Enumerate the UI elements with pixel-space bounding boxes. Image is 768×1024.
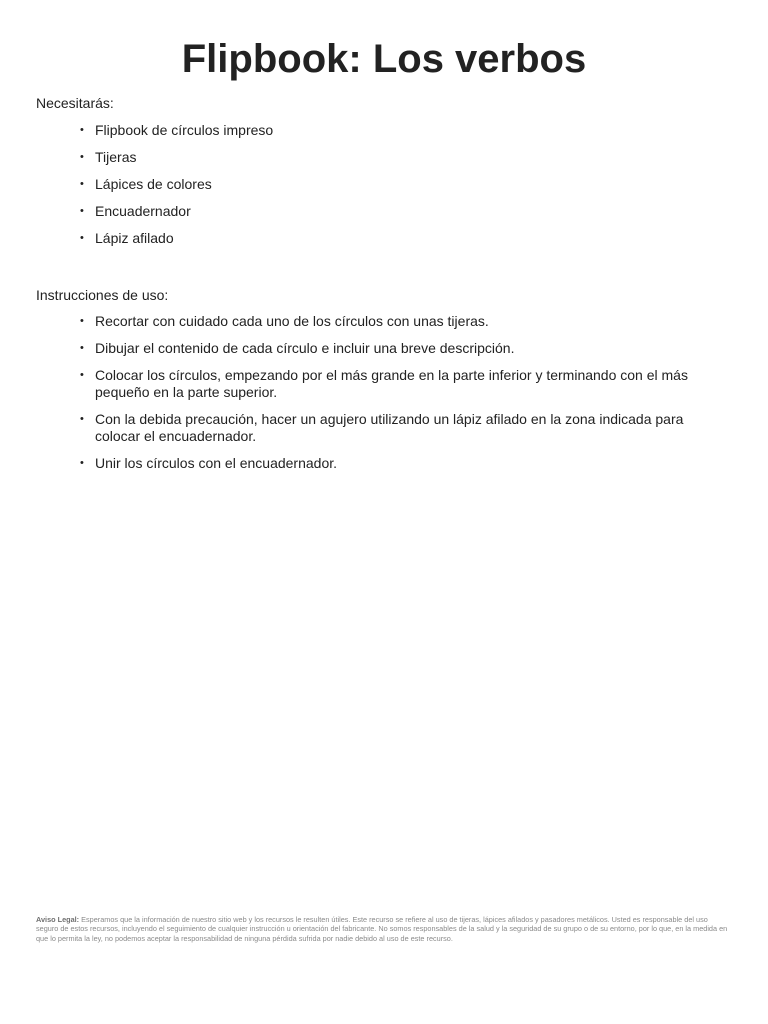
list-item-text: Lápices de colores (95, 176, 212, 192)
bullet-icon: • (80, 457, 84, 469)
list-item (80, 230, 715, 247)
bullet-icon: • (80, 369, 84, 381)
bullet-icon: • (80, 342, 84, 354)
page-title: Flipbook: Los verbos (181, 37, 587, 81)
list-item-text: Dibujar el contenido de cada círculo e incluir una breve descripción. (95, 340, 515, 356)
disclaimer-text: Esperamos que la información de nuestro sitio web y los recursos le resulten útiles. Este recurso se refiere al uso de tijeras, lápices afilados y pasadores metálicos. Usted es responsable del uso seguro de estos recursos, incluyendo el seguimiento de cualquier instrucción u orientación del fabricante. No somos responsables de la salud y la seguridad de su grupo o de su entorno, por lo que, en la medida en que lo permita la ley, no podemos aceptar la responsabilidad de ninguna pérdida sufrida por nadie debido al uso de este recurso. (36, 915, 728, 943)
list-item-text: Tijeras (95, 149, 137, 165)
instructions-list (80, 313, 715, 482)
bullet-icon: • (80, 232, 84, 244)
list-item (80, 367, 715, 401)
disclaimer-lead: Aviso Legal: (36, 915, 80, 924)
list-item (80, 455, 715, 472)
list-item (80, 176, 715, 193)
list-item-text: Flipbook de círculos impreso (95, 122, 274, 138)
bullet-icon: • (80, 178, 84, 190)
list-item-text: Encuadernador (95, 203, 191, 219)
list-item (80, 149, 715, 166)
bullet-icon: • (80, 124, 84, 136)
bullet-icon: • (80, 315, 84, 327)
list-item (80, 411, 715, 445)
bullet-icon: • (80, 205, 84, 217)
list-item-text: Unir los círculos con el encuadernador. (95, 455, 338, 471)
bullet-icon: • (80, 413, 84, 425)
materials-heading: Necesitarás: (36, 95, 114, 111)
list-item-text: Con la debida precaución, hacer un agujero utilizando un lápiz afilado en la zona indicada para colocar el encuadernador. (95, 411, 684, 444)
list-item-text: Colocar los círculos, empezando por el más grande en la parte inferior y terminando con el más pequeño en la parte superior. (95, 367, 688, 400)
list-item-text: Recortar con cuidado cada uno de los círculos con unas tijeras. (95, 313, 489, 329)
legal-disclaimer (36, 915, 732, 943)
list-item (80, 313, 715, 330)
instructions-heading: Instrucciones de uso: (36, 287, 169, 303)
list-item (80, 203, 715, 220)
materials-list (80, 122, 715, 257)
list-item (80, 122, 715, 139)
list-item-text: Lápiz afilado (95, 230, 174, 246)
bullet-icon: • (80, 151, 84, 163)
list-item (80, 340, 715, 357)
